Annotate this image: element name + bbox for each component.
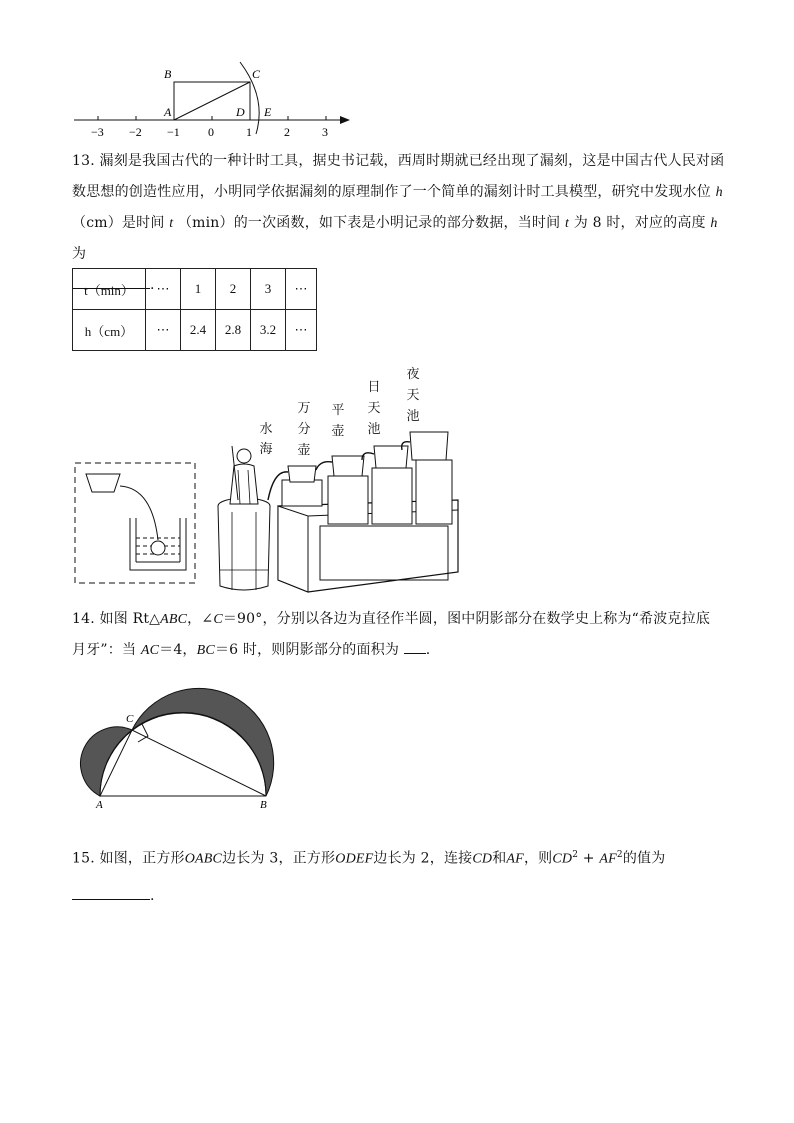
table-cell: 2 [216,269,251,310]
table-cell: ⋯ [146,269,181,310]
answer-blank[interactable] [72,885,150,900]
table-cell: ⋯ [146,310,181,351]
label-C: C [252,67,261,81]
q15-line-2: . [72,881,732,912]
label-E: E [264,105,272,119]
q13-data-table [72,268,317,351]
table-header-cell: t（min） [73,269,146,310]
ancient-water-clock-illustration [212,420,472,594]
label-B: B [260,799,267,810]
tick-label: −3 [91,125,104,139]
q13-line-2: 数思想的创造性应用，小明同学依据漏刻的原理制作了一个简单的漏刻计时工具模型，研究中发现水位 h [72,184,723,200]
question-14 [72,604,732,666]
label-ritianchi: 日 天 池 [367,380,381,437]
label-B: B [164,67,172,81]
label-C: C [126,713,134,725]
table-cell: 1 [181,269,216,310]
q13-line-1: 13. 漏刻是我国古代的一种计时工具，据史书记载，西周时期就已经出现了漏刻，这是中国古代人民对函 [72,153,725,169]
table-cell: ⋯ [286,310,317,351]
label-wanfenhu: 万 分 壶 [297,401,311,458]
q14-line-2: 月牙”：当 AC＝4，BC＝6 时，则阴影部分的面积为 . [72,635,732,666]
table-header-cell: h（cm） [73,310,146,351]
question-15 [72,840,732,912]
tick-label: 3 [322,125,328,139]
label-D: D [236,105,245,119]
hippocrates-lunes-figure [76,670,286,810]
q13-line-4: . [72,270,732,301]
water-clock-schematic [74,462,198,586]
table-cell: 3.2 [251,310,286,351]
tick-label: 1 [246,125,252,139]
label-A: A [96,799,103,810]
label-A: A [164,105,172,119]
q13-line-3: （cm）是时间 t （min）的一次函数，如下表是小明记录的部分数据，当时间 t 为 8 时，对应的高度 h 为 [72,215,718,262]
tick-label: 2 [284,125,290,139]
table-cell: ⋯ [286,269,317,310]
table-cell: 3 [251,269,286,310]
table-cell: 2.4 [181,310,216,351]
tick-label: 0 [208,125,214,139]
q15-line-1: 15. 如图，正方形OABC边长为 3，正方形ODEF边长为 2，连接CD和AF，则$CD^2 + AF^2$的值为 [72,850,666,867]
label-pinghu: 平 壶 [331,403,345,439]
label-shuihai: 水 海 [259,422,273,457]
table-cell: 2.8 [216,310,251,351]
answer-blank[interactable] [404,639,426,654]
label-yetianchi: 夜 天 池 [406,367,420,424]
tick-label: −1 [167,125,180,139]
table-row [73,269,317,310]
number-line-figure [60,58,360,142]
table-row [73,310,317,351]
q14-line-1: 14. 如图 Rt△ABC，∠C＝90°，分别以各边为直径作半圆，图中阴影部分在数学史上称为“希波克拉底 [72,611,711,627]
tick-label: −2 [129,125,142,139]
